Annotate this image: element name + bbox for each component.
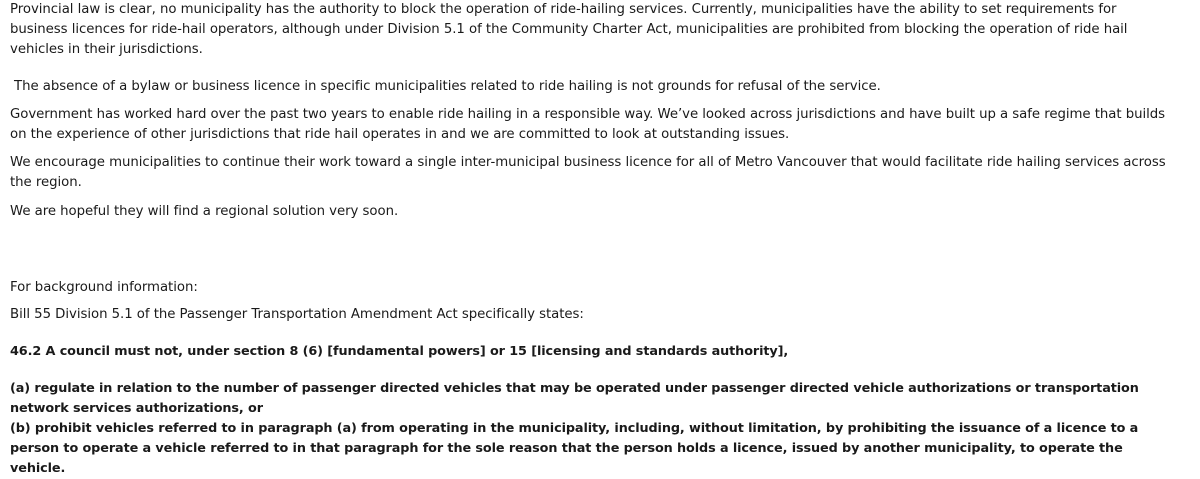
paragraph-regional-solution: We are hopeful they will find a regional solution very soon. <box>10 204 399 219</box>
paragraph-government-work: Government has worked hard over the past two years to enable ride hailing in a responsible way. We’ve looked across jurisdictions and have built up a safe regime that builds on the experience of other jurisdictions that ride hail operates in and we are committed to look at outstanding issues. <box>10 107 1166 142</box>
paragraph-provincial-law: Provincial law is clear, no municipality has the authority to block the operation of ride-hailing services. Currently, municipalities have the ability to set requirements for business licences for ride-hail operators, although under Division 5.1 of the Community Charter Act, municipalities are prohibited from blocking the operation of ride hail vehicles in their jurisdictions. <box>10 2 1128 57</box>
statute-clause-b: (b) prohibit vehicles referred to in paragraph (a) from operating in the municipality, including, without limitation, by prohibiting the issuance of a licence to a person to operate a vehicle referred to in that paragraph for the sole reason that the person holds a licence, issued by another municipality, to operate the vehicle. <box>10 421 1139 476</box>
statute-heading: 46.2 A council must not, under section 8 (6) [fundamental powers] or 15 [licensing and standards authority], <box>10 344 789 359</box>
paragraph-encourage-municipalities: We encourage municipalities to continue their work toward a single inter-municipal business licence for all of Metro Vancouver that would facilitate ride hailing services across the region. <box>10 155 1166 190</box>
paragraph-background-label: For background information: <box>10 280 198 295</box>
statute-clause-a: (a) regulate in relation to the number of passenger directed vehicles that may be operated under passenger directed vehicle authorizations or transportation network services authorizations, or <box>10 381 1139 416</box>
paragraph-absence-of-bylaw: The absence of a bylaw or business licence in specific municipalities related to ride hailing is not grounds for refusal of the service. <box>14 79 881 94</box>
paragraph-bill-55-reference: Bill 55 Division 5.1 of the Passenger Transportation Amendment Act specifically states: <box>10 307 584 322</box>
